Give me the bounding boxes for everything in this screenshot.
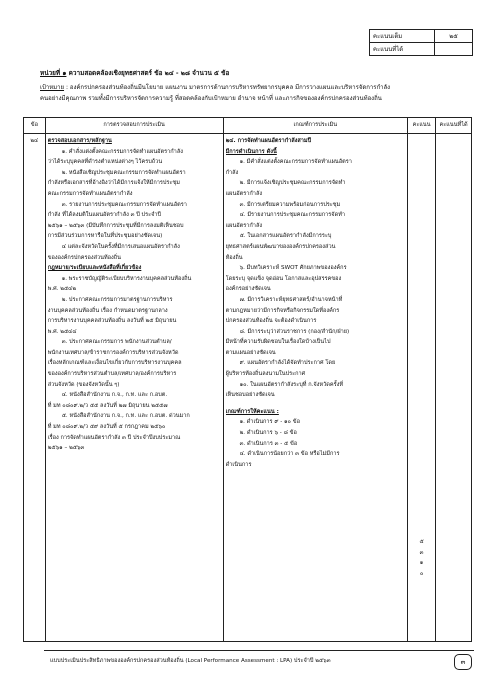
- process-line: พ.ศ. ๒๕๔๔: [47, 328, 77, 335]
- scoring-row-score: ๑: [419, 560, 424, 567]
- unit-title: [40, 68, 229, 78]
- process-line: ๔. หนังสือสำนักงาน ก.จ., ก.ท. และ ก.อบต.: [61, 392, 168, 399]
- process-line: ตรวจสอบเอกสาร/หลักฐาน: [47, 138, 112, 144]
- criteria-line: แผนอัตรากำลัง: [225, 190, 263, 197]
- process-line: กำลัง ที่ได้ลงมติในแผนอัตรากำลัง ๓ ปี ประจำปี: [47, 212, 162, 219]
- criteria-line: ตามแผนอย่างชัดเจน: [225, 349, 276, 356]
- criteria-line: กำลัง: [225, 169, 239, 176]
- header-obtained: คะแนนที่ได้: [436, 118, 472, 134]
- score-cell: [407, 134, 435, 642]
- score-box: [369, 29, 473, 56]
- criteria-line: ยุทธศาสตร์แผนพัฒนาขององค์กรปกครองส่วน: [225, 243, 336, 250]
- criteria-line: แผนอัตรากำลัง: [225, 222, 263, 229]
- process-line: การมีส่วนร่วมการหารือในที่ประชุมอย่างชัดเจน): [47, 233, 163, 240]
- process-line: ๒๕๖๑ – ๒๕๖๓: [47, 445, 85, 452]
- goal-line-1: : องค์กรปกครองส่วนท้องถิ่นมีนโยบาย แผนงาน มาตรการด้านการบริหารทรัพยากรบุคคล มีการวางแผนและบริหารจัดการกำลัง: [64, 84, 391, 91]
- process-line: ๑. คำสั่งแต่งตั้งคณะกรรมการจัดทำแผนอัตรากำลัง: [61, 148, 183, 155]
- scoring-row-score: ๕: [419, 539, 424, 545]
- criteria-line: ๘. มีการระบุว่าส่วนราชการ (กอง/สำนัก/ฝ่าย): [239, 328, 350, 335]
- criteria-line: มีหน้าที่ความรับผิดชอบในเรื่องใดบ้างเป็นไป: [225, 339, 331, 346]
- footer-text: แบบประเมินประสิทธิภาพขององค์กรปกครองส่วนท้องถิ่น (Local Performance Assessment : LPA) ประจำปี ๒๕๖๓: [50, 658, 331, 664]
- process-line: คณะกรรมการจัดทำแผนอัตรากำลัง: [47, 190, 133, 197]
- goal-label: เป้าหมาย: [40, 84, 65, 91]
- process-line: ๓. ประกาศคณะกรรมการ พนักงานส่วนตำบล/: [61, 339, 172, 346]
- criteria-line: ๓. มีการเตรียมความพร้อมก่อนการประชุม: [239, 201, 341, 208]
- page-footer: [44, 650, 474, 673]
- criteria-line: มีการดำเนินการ ดังนี้: [225, 148, 277, 155]
- goal-line-2: คนอย่างมีคุณภาพ รวมทั้งมีการบริหารจัดการความรู้ ที่สอดคล้องกับเป้าหมาย อำนาจ หน้าที่ และภารกิจขององค์กรปกครองส่วนท้องถิ่น: [40, 95, 382, 102]
- scoring-criteria-title: เกณฑ์การให้คะแนน :: [225, 408, 279, 415]
- header-score: คะแนน: [407, 118, 435, 134]
- scoring-row-label: ๔. ดำเนินการน้อยกว่า ๓ ข้อ หรือไม่มีการ: [239, 451, 340, 458]
- process-line: กฎหมาย/ระเบียบและหนังสือที่เกี่ยวข้อง: [47, 265, 142, 272]
- table-header-row: [24, 118, 472, 134]
- process-line: ส่วนจังหวัด (ของจังหวัดนั้น ๆ): [47, 381, 120, 388]
- obtained-cell[interactable]: [436, 134, 472, 642]
- process-line: ๒. หนังสือเชิญประชุมคณะกรรมการจัดทำแผนอัตรา: [61, 169, 186, 176]
- process-line: การบริหารงานบุคคลส่วนท้องถิ่น ลงวันที่ ๒๕ มิถุนายน: [47, 318, 177, 325]
- process-line: ขององค์การบริหารส่วนตำบล/เทศบาล/องค์การบริหาร: [47, 371, 177, 378]
- page-number: ๓: [454, 654, 472, 670]
- criteria-line: ปกครองส่วนท้องถิ่น จะต้องดำเนินการ: [225, 318, 317, 325]
- full-score-value: ๒๕: [435, 30, 473, 43]
- criteria-line: ๕. ในเอกสารแผนอัตรากำลังมีการระบุ: [239, 233, 332, 240]
- process-line: เรื่อง การจัดทำแผนอัตรากำลัง ๓ ปี ประจำปีงบประมาณ: [47, 434, 181, 441]
- process-line: ๑. พระราชบัญญัติระเบียบบริหารงานบุคคลส่วนท้องถิ่น: [61, 275, 192, 282]
- process-line: ที่ มท ๐๘๐๙.๒/ว ๕๙ ลงวันที่ ๕ กรกฎาคม ๒๕๖๐: [47, 424, 166, 431]
- process-line: พนักงานเทศบาล/ข้าราชการองค์การบริหารส่วนจังหวัด: [47, 349, 179, 356]
- criteria-line: องค์กรอย่างชัดเจน: [225, 286, 271, 293]
- process-cell: [45, 134, 223, 642]
- criteria-line: เห็นชอบอย่างชัดเจน: [225, 392, 275, 399]
- header-criteria: เกณฑ์การประเมิน: [223, 118, 407, 134]
- criteria-line: ๖. มีบทวิเคราะห์ SWOT ศักยภาพขององค์กร: [239, 265, 347, 272]
- scoring-row-label: ๓. ดำเนินการ ๓ - ๕ ข้อ: [239, 440, 298, 447]
- goal-paragraph: [40, 82, 466, 104]
- process-line: ๔ แต่ละจังหวัดในครั้งที่มีการเสนอแผนอัตรากำลัง: [61, 243, 180, 250]
- table-row: [24, 134, 472, 642]
- process-line: ๒๕๖๑ – ๒๕๖๓ (มีบันทึกการประชุมที่มีการลงมติเห็นชอบ: [47, 222, 184, 229]
- criteria-line: ๑. มีคำสั่งแต่งตั้งคณะกรรมการจัดทำแผนอัตรา: [239, 159, 352, 166]
- criteria-line: ผู้บริหารท้องถิ่นลงนามในประกาศ: [225, 371, 306, 378]
- scoring-row-label: ๒. ดำเนินการ ๖ - ๘ ข้อ: [239, 430, 297, 437]
- assessment-table: [23, 117, 472, 642]
- process-line: งานบุคคลส่วนท้องถิ่น เรื่อง กำหนดมาตรฐานกลาง: [47, 307, 168, 314]
- process-line: เรื่องหลักเกณฑ์และเงื่อนไขเกี่ยวกับการบริหารงานบุคคล: [47, 360, 182, 367]
- scoring-row-label: ๑. ดำเนินการ ๙ - ๑๐ ข้อ: [239, 419, 300, 426]
- header-process: การตรวจสอบการประเมิน: [45, 118, 223, 134]
- process-line: ๓. รายงานการประชุมคณะกรรมการจัดทำแผนอัตรา: [61, 201, 187, 208]
- criteria-line: ๗. มีการวิเคราะห์ยุทธศาสตร์/อำนาจหน้าที่: [239, 296, 343, 303]
- criteria-line: ๑๐. ในแผนอัตรากำลังระบุที่ ก.จังหวัดครั้งที่: [239, 381, 344, 388]
- obtained-score-label: คะแนนที่ได้: [370, 43, 435, 56]
- criteria-line: ๒. มีการแจ้งเชิญประชุมคณะกรรมการจัดทำ: [239, 180, 346, 187]
- criteria-line: ท้องถิ่น: [225, 254, 243, 261]
- criteria-line: ๔. มีรายงานการประชุมคณะกรรมการจัดทำ: [239, 212, 346, 219]
- criteria-line: ๙. แผนอัตรากำลังได้จัดทำประกาศ โดย: [239, 360, 336, 367]
- full-score-label: คะแนนเต็ม: [370, 30, 435, 43]
- unit-title-prefix: หน่วยที่ ๑: [40, 69, 67, 77]
- scoring-row-label-cont: ดำเนินการ: [225, 461, 252, 468]
- process-line: พ.ศ. ๒๕๔๒: [47, 286, 77, 293]
- process-line: กำลังหรือเอกสารที่อ้างอิงว่าได้มีการแจ้งให้มีการประชุม: [47, 180, 180, 187]
- unit-title-text: ความสอดคล้องเชิงยุทธศาสตร์ ข้อ ๒๔ - ๒๘ จำนวน ๕ ข้อ: [68, 69, 230, 77]
- scoring-row-score: ๓: [419, 549, 424, 556]
- item-number: ๒๔: [24, 134, 46, 642]
- obtained-score-value[interactable]: [435, 43, 473, 56]
- process-line: ที่ มท ๐๘๐๙.๒/ว ๕๕ ลงวันที่ ๒๗ มิถุนายน ๒๕๕๗: [47, 402, 168, 409]
- process-line: ๕. หนังสือสำนักงาน ก.จ., ก.ท. และ ก.อบต. ด่วนมาก: [61, 413, 190, 420]
- criteria-cell: [223, 134, 407, 642]
- process-line: ขององค์กรปกครองส่วนท้องถิ่น: [47, 254, 121, 261]
- criteria-line: ตามกฎหมายว่ามีการกิจหรือกิจกรรมใดที่องค์กร: [225, 307, 340, 314]
- process-line: ๒. ประกาศคณะกรรมการมาตรฐานการบริหาร: [61, 296, 173, 303]
- header-item-no: ข้อ: [24, 118, 46, 134]
- criteria-line: โดยระบุ จุดแข็ง จุดอ่อน โอกาสและอุปสรรคของ: [225, 275, 342, 282]
- scoring-row-score: ๐: [419, 570, 424, 577]
- criteria-title: ๒๔. การจัดทำแผนอัตรากำลังสามปี: [225, 138, 312, 144]
- process-line: ว่าได้ระบุบุคคลที่ดำรงตำแหน่งต่างๆ ไว้ครบถ้วน: [47, 159, 163, 166]
